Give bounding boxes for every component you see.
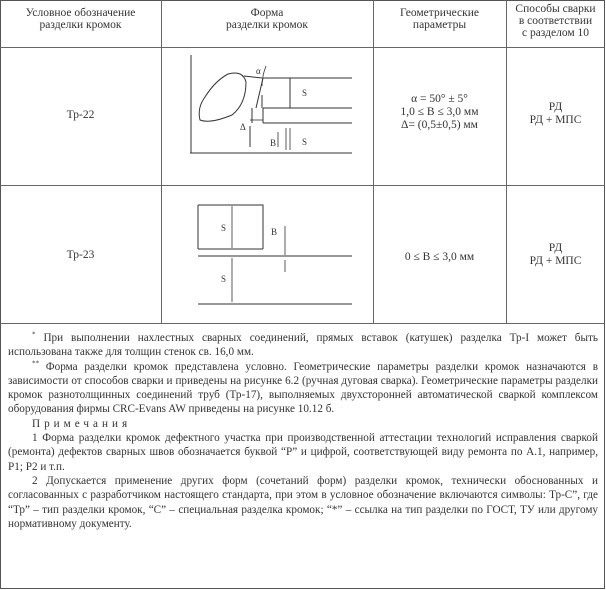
- notes-heading: Примечания: [32, 417, 132, 430]
- s-top-label: S: [302, 88, 308, 98]
- s-bottom-label-2: S: [221, 274, 227, 284]
- header-params: Геометрические параметры: [400, 7, 479, 31]
- b-label-2: B: [271, 227, 278, 237]
- b-label: B: [270, 138, 277, 148]
- footnote-2: ** Форма разделки кромок представлена условно. Геометрические параметры разделки кромок назначаются в зависимости от способов сварки и приведены на рисунке 6.2 (ручная дуговая сварка). Геометрические параметры разделки кромок разнотолщинных соединений труб (Тр-17), выполняемых двухсторонней автоматической сваркой комплексом оборудования фирмы CRC-Evans AW приведены на рисунке 10.12 б.: [8, 358, 598, 416]
- header-designation: Условное обозначение разделки кромок: [25, 7, 136, 31]
- row1-methods: РД РД + МПС: [529, 101, 582, 126]
- note-2: 2 Допускается применение других форм (сочетаний форм) разделки кромок, технически обоснованных и согласованных с разработчиком настоящего стандарта, при этом в условное обозначение включаются символы: Тр-С”, где “Тр” – тип разделки кромок, “С” – специальная разделка кромок; “*” – ссылка на тип разделки по ГОСТ, ТУ или другому нормативному документу.: [8, 474, 598, 530]
- footnote-1: * При выполнении нахлестных сварных соединений, прямых вставок (катушек) разделка Тр-I может быть использована также для толщин стенок св. 16,0 мм.: [8, 330, 598, 359]
- row2-methods: РД РД + МПС: [529, 242, 582, 267]
- notes-block: [8, 331, 598, 531]
- note-1: 1 Форма разделки кромок дефектного участка при производственной аттестации технологий исправления сваркой (ремонта) дефектов сварных швов обозначается буквой “Р” и цифрой, соответствующей виду ремонта по А.1, например, Р1; Р2 и т.п.: [8, 432, 598, 473]
- s-bottom-label: S: [302, 137, 308, 147]
- header-shape: Форма разделки кромок: [226, 7, 308, 31]
- s-top-label-2: S: [221, 223, 227, 233]
- alpha-label: α: [256, 66, 261, 76]
- row1-code: Тр-22: [66, 109, 95, 121]
- row2-params: 0 ≤ B ≤ 3,0 мм: [404, 251, 475, 263]
- delta-label: Δ: [240, 122, 246, 132]
- row2-code: Тр-23: [66, 249, 95, 261]
- header-methods: Способы сварки в соответствии с разделом 10: [515, 3, 596, 39]
- row1-params: α = 50° ± 5° 1,0 ≤ B ≤ 3,0 мм Δ= (0,5±0,5) мм: [400, 93, 479, 131]
